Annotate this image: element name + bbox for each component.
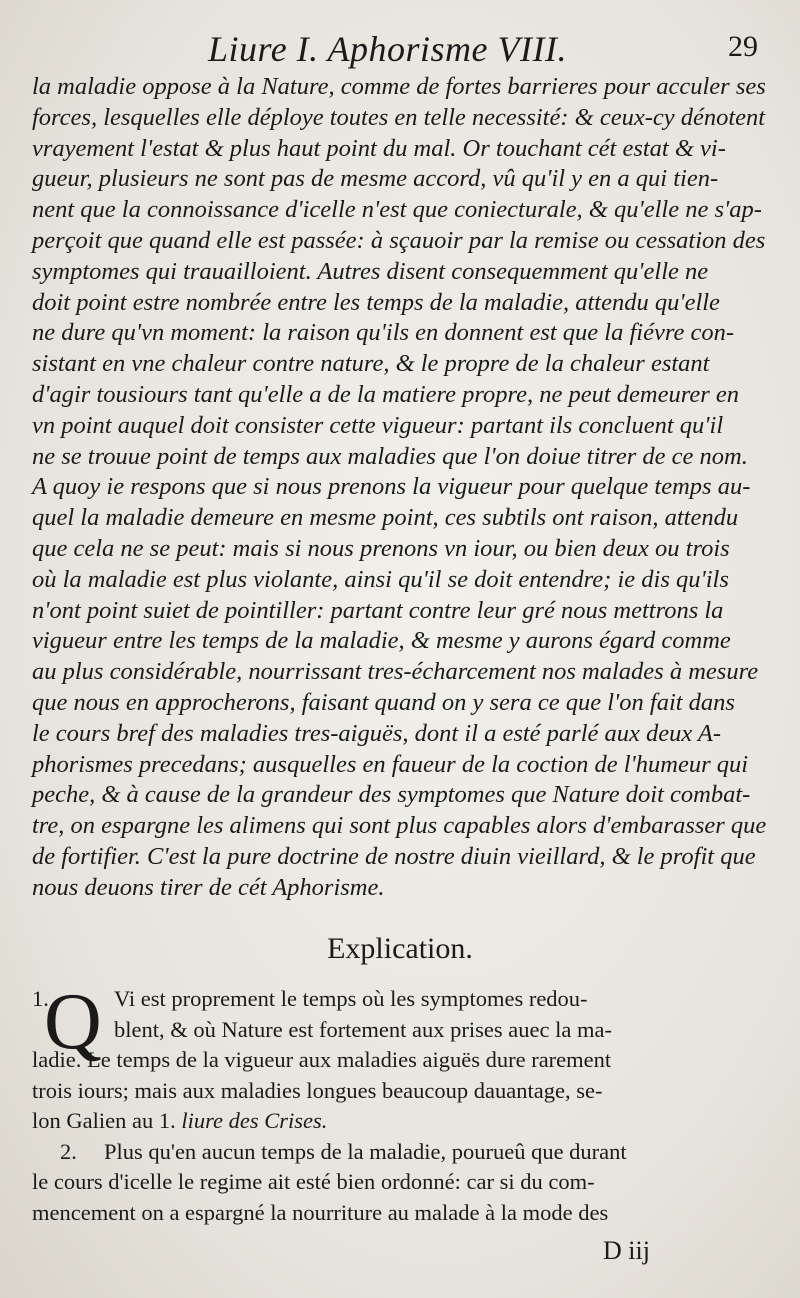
signature-mark: D iij xyxy=(603,1236,650,1265)
paragraph-1-line: ladie. Le temps de la vigueur aux maladies aiguës dure rarement xyxy=(32,1047,612,1072)
paragraph-1-line: lon Galien au 1. liure des Crises. xyxy=(32,1108,328,1133)
commentary-line: A quoy ie respons que si nous prenons la vigueur pour quelque temps au- xyxy=(32,473,751,501)
commentary-line: gueur, plusieurs ne sont pas de mesme accord, vû qu'il y en a qui tien- xyxy=(32,165,719,193)
commentary-text xyxy=(32,72,767,904)
paragraph-1-line: trois iours; mais aux maladies longues beaucoup dauantage, se- xyxy=(32,1077,603,1103)
commentary-line: la maladie oppose à la Nature, comme de fortes barrieres pour acculer ses xyxy=(32,73,766,100)
section-title: Explication. xyxy=(327,932,473,965)
commentary-line: tre, on espargne les alimens qui sont plus capables alors d'embarasser que xyxy=(32,812,767,840)
commentary-line: symptomes qui trauailloient. Autres disent consequemment qu'elle ne xyxy=(32,257,709,285)
commentary-line: au plus considérable, nourrissant tres-écharcement nos malades à mesure xyxy=(32,658,759,686)
paragraph-2-line: mencement on a espargné la nourriture au malade à la mode des xyxy=(32,1199,609,1225)
paragraph-1-line: 1. Vi est proprement le temps où les symptomes redou- xyxy=(32,984,768,1015)
commentary-line: vn point auquel doit consister cette vigueur: partant ils concluent qu'il xyxy=(32,411,724,439)
paragraph-2-line: le cours d'icelle le regime ait esté bien ordonné: car si du com- xyxy=(32,1169,595,1194)
commentary-line: nous deuons tirer de cét Aphorisme. xyxy=(32,873,385,901)
commentary-line: forces, lesquelles elle déploye toutes en telle necessité: & ceux-cy dénotent xyxy=(32,103,766,131)
drop-cap: Q xyxy=(44,978,102,1066)
paragraph-2-line: 2. Plus qu'en aucun temps de la maladie, pourueû que durant xyxy=(32,1137,768,1168)
commentary-line: quel la maladie demeure en mesme point, ces subtils ont raison, attendu xyxy=(32,504,739,532)
commentary-line: n'ont point suiet de pointiller: partant contre leur gré nous mettrons la xyxy=(32,596,724,624)
commentary-line: phorismes precedans; ausquelles en faueur de la coction de l'humeur qui xyxy=(32,750,749,778)
commentary-line: nent que la connoissance d'icelle n'est que coniecturale, & qu'elle ne s'ap- xyxy=(32,196,762,224)
commentary-line: sistant en vne chaleur contre nature, & le propre de la chaleur estant xyxy=(32,350,710,378)
explication-text xyxy=(32,978,768,1228)
commentary-line: que nous en approcherons, faisant quand on y sera ce que l'on fait dans xyxy=(32,688,735,716)
page-header xyxy=(0,28,800,72)
commentary-line: vrayement l'estat & plus haut point du mal. Or touchant cét estat & vi- xyxy=(32,134,726,162)
commentary-line: ne dure qu'vn moment: la raison qu'ils en donnent est que la fiévre con- xyxy=(32,319,735,347)
commentary-line: le cours bref des maladies tres-aiguës, dont il a esté parlé aux deux A- xyxy=(32,719,722,747)
commentary-line: perçoit que quand elle est passée: à sçauoir par la remise ou cessation des xyxy=(32,226,766,254)
commentary-line: vigueur entre les temps de la maladie, & mesme y aurons égard comme xyxy=(32,627,731,655)
paragraph-1-line: blent, & où Nature est fortement aux prises auec la ma- xyxy=(114,1016,612,1042)
page-number: 29 xyxy=(728,30,758,63)
commentary-line: ne se trouue point de temps aux maladies que l'on doiue titrer de ce nom. xyxy=(32,442,748,470)
paragraph-number: 1. xyxy=(32,986,49,1011)
commentary-line: d'agir tousiours tant qu'elle a de la matiere propre, ne peut demeurer en xyxy=(32,380,740,408)
commentary-line: de fortifier. C'est la pure doctrine de nostre diuin vieillard, & le profit que xyxy=(32,842,756,870)
commentary-line: doit point estre nombrée entre les temps de la maladie, attendu qu'elle xyxy=(32,288,720,316)
running-head: Liure I. Aphorisme VIII. xyxy=(208,29,567,69)
commentary-line: peche, & à cause de la grandeur des symptomes que Nature doit combat- xyxy=(32,781,751,809)
paragraph-number: 2. xyxy=(60,1138,77,1164)
commentary-line: que cela ne se peut: mais si nous prenons vn iour, ou bien deux ou trois xyxy=(32,534,730,562)
commentary-line: où la maladie est plus violante, ainsi qu'il se doit entendre; ie dis qu'ils xyxy=(32,565,729,593)
